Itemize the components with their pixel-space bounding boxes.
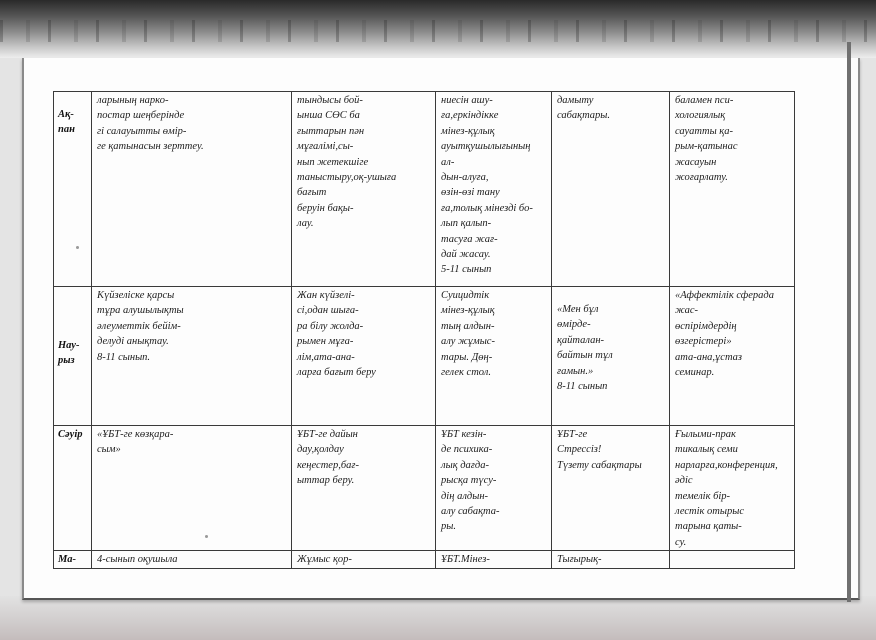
cell-line: өзгерістері» bbox=[675, 336, 732, 348]
cell-line: мінез-құлық bbox=[441, 305, 495, 317]
table-cell bbox=[670, 92, 795, 287]
cell-line: ҰБТ-ге дайын bbox=[297, 429, 358, 440]
cell-line: ға,еркіндікке bbox=[441, 110, 499, 122]
cell-line: дің алдын- bbox=[441, 490, 489, 502]
cell-line: ҰБТ.Мінез- bbox=[441, 554, 490, 566]
cell-line: әлеуметтік бейім- bbox=[97, 320, 181, 332]
table-row bbox=[54, 92, 795, 287]
table-cell bbox=[552, 287, 670, 426]
month-cell bbox=[54, 551, 92, 569]
table-cell bbox=[670, 426, 795, 551]
month-cell bbox=[54, 92, 92, 287]
cell-line: ры. bbox=[441, 521, 456, 533]
cell-line: рысқа түсу- bbox=[441, 475, 497, 487]
cell-line: лық дағда- bbox=[441, 459, 489, 471]
cell-line: жас- bbox=[675, 305, 699, 317]
cell-line: мінез-құлық bbox=[441, 125, 495, 137]
month-cell bbox=[54, 426, 92, 551]
cell-line: «Мен бұл bbox=[557, 304, 599, 315]
table-cell bbox=[436, 551, 552, 569]
cell-line: ата-ана,ұстаз bbox=[675, 351, 743, 363]
cell-line: 5-11 сынып bbox=[441, 264, 492, 276]
cell-line: алу жұмыс- bbox=[441, 336, 495, 348]
cell-line: рым-қатынас bbox=[675, 141, 738, 153]
table-cell bbox=[292, 426, 436, 551]
table-cell bbox=[436, 426, 552, 551]
cell-line: бағыт bbox=[297, 187, 327, 199]
cell-line: алу сабақта- bbox=[441, 506, 500, 518]
table-cell bbox=[92, 426, 292, 551]
cell-line: 8-11 сынып. bbox=[97, 351, 151, 363]
cell-line: тасуға жағ- bbox=[441, 233, 498, 245]
cell-line: Суицидтік bbox=[441, 290, 490, 301]
table-cell bbox=[670, 551, 795, 569]
cell-line: дамыту bbox=[557, 95, 594, 106]
cell-line: «ҰБТ-ге көзқара- bbox=[97, 429, 174, 440]
cell-line: постар шеңберінде bbox=[97, 110, 185, 122]
cell-line: ларының нарко- bbox=[97, 95, 169, 106]
cell-line: Жұмыс қор- bbox=[297, 554, 352, 566]
cell-line: жасауын bbox=[675, 156, 717, 168]
cell-line: сі,одан шыға- bbox=[297, 305, 359, 317]
table-cell bbox=[92, 92, 292, 287]
table-cell bbox=[92, 287, 292, 426]
cell-line: темелік бір- bbox=[675, 490, 731, 502]
table-cell bbox=[92, 551, 292, 569]
cell-line: Ғылыми-прак bbox=[675, 429, 736, 440]
cell-line: лім,ата-ана- bbox=[297, 351, 355, 363]
cell-line: гі салауытты өмір- bbox=[97, 125, 187, 137]
month-label: Сәуір bbox=[58, 429, 83, 440]
cell-line: тарына қаты- bbox=[675, 521, 742, 533]
cell-line: делуді анықтау. bbox=[97, 336, 169, 348]
table-row bbox=[54, 551, 795, 569]
cell-line: өспірімдердің bbox=[675, 320, 737, 332]
table-row bbox=[54, 287, 795, 426]
cell-line: дау,қолдау bbox=[297, 444, 344, 456]
cell-line: Стрессіз! bbox=[557, 444, 602, 456]
cell-line: 4-сынып оқушыла bbox=[97, 554, 178, 566]
cell-line: ра білу жолда- bbox=[297, 320, 364, 332]
cell-line: гелек стол. bbox=[441, 367, 491, 379]
cell-line: дай жасау. bbox=[441, 249, 491, 261]
table-cell bbox=[292, 92, 436, 287]
table-cell bbox=[670, 287, 795, 426]
cell-line: су. bbox=[675, 536, 687, 548]
cell-line: сабақтары. bbox=[557, 110, 611, 122]
table-cell bbox=[552, 92, 670, 287]
cell-line: жоғарлату. bbox=[675, 172, 728, 184]
cell-line: әдіс bbox=[675, 475, 693, 487]
table-cell bbox=[436, 287, 552, 426]
cell-line: ал- bbox=[441, 156, 455, 168]
cell-line: баламен пси- bbox=[675, 95, 734, 106]
cell-line: өзін-өзі тану bbox=[441, 187, 500, 199]
cell-line: тикалық семи bbox=[675, 444, 738, 456]
cell-line: лестік отырыс bbox=[675, 506, 745, 518]
cell-line: ға,толық мінезді бо- bbox=[441, 202, 533, 214]
cell-line: Күйзеліске қарсы bbox=[97, 290, 175, 301]
cell-line: хологиялық bbox=[675, 110, 726, 122]
table-cell bbox=[436, 92, 552, 287]
cell-line: ғамын.» bbox=[557, 365, 594, 377]
cell-line: тұра алушылықты bbox=[97, 305, 184, 317]
cell-line: ниесін ашу- bbox=[441, 95, 493, 106]
binding-edge bbox=[0, 20, 876, 42]
cell-line: нып жетекшіге bbox=[297, 156, 369, 168]
cell-line: «Аффектілік сферада bbox=[675, 290, 774, 301]
cell-line: семинар. bbox=[675, 367, 715, 379]
cell-line: Жан күйзелі- bbox=[297, 290, 355, 301]
cell-line: мұғалімі,сы- bbox=[297, 141, 354, 153]
cell-line: тың алдын- bbox=[441, 320, 495, 332]
cell-line: 8-11 сынып bbox=[557, 381, 608, 393]
cell-line: ҰБТ кезін- bbox=[441, 429, 487, 440]
cell-line: беруін бақы- bbox=[297, 202, 354, 214]
cell-line: байтын тұл bbox=[557, 350, 613, 362]
table-cell bbox=[552, 551, 670, 569]
cell-line: сым» bbox=[97, 444, 121, 456]
cell-line: ыттар беру. bbox=[297, 475, 355, 487]
cell-line: ғыттарын пән bbox=[297, 125, 365, 137]
cell-line: ларға бағыт беру bbox=[297, 367, 376, 379]
cell-line: тындысы бой- bbox=[297, 95, 363, 106]
month-label: Нау- bbox=[58, 340, 80, 351]
cell-line: ге қатынасын зерттеу. bbox=[97, 141, 204, 153]
month-label: Ма- bbox=[58, 554, 76, 566]
table-cell bbox=[292, 287, 436, 426]
month-label: пан bbox=[58, 124, 75, 136]
cell-line: өмірде- bbox=[557, 319, 591, 331]
cell-line: нарларға,конференция, bbox=[675, 459, 778, 471]
cell-line: Түзету сабақтары bbox=[557, 459, 642, 471]
cell-line: лау. bbox=[297, 218, 314, 230]
month-label: Ақ- bbox=[58, 109, 74, 120]
cell-line: де психика- bbox=[441, 444, 493, 456]
cell-line: ҰБТ-ге bbox=[557, 429, 588, 440]
table-cell bbox=[292, 551, 436, 569]
scan-shadow-bottom bbox=[0, 596, 876, 640]
cell-line: сауатты қа- bbox=[675, 125, 733, 137]
cell-line: рымен мұға- bbox=[297, 336, 354, 348]
table-row bbox=[54, 426, 795, 551]
month-label: рыз bbox=[58, 355, 75, 367]
cell-line: таныстыру,оқ-ушыға bbox=[297, 172, 397, 184]
cell-line: кеңестер,бағ- bbox=[297, 459, 359, 471]
cell-line: лып қалып- bbox=[441, 218, 492, 230]
plan-table bbox=[53, 91, 795, 569]
cell-line: Тығырық- bbox=[557, 554, 602, 566]
page-edge bbox=[847, 42, 851, 602]
cell-line: ауытқушылығының bbox=[441, 141, 531, 153]
month-cell bbox=[54, 287, 92, 426]
cell-line: тары. Дөң- bbox=[441, 351, 493, 363]
table-cell bbox=[552, 426, 670, 551]
cell-line: ынша СӨС ба bbox=[297, 110, 360, 122]
cell-line: қайталан- bbox=[557, 334, 605, 346]
cell-line: дын-алуға, bbox=[441, 172, 489, 184]
